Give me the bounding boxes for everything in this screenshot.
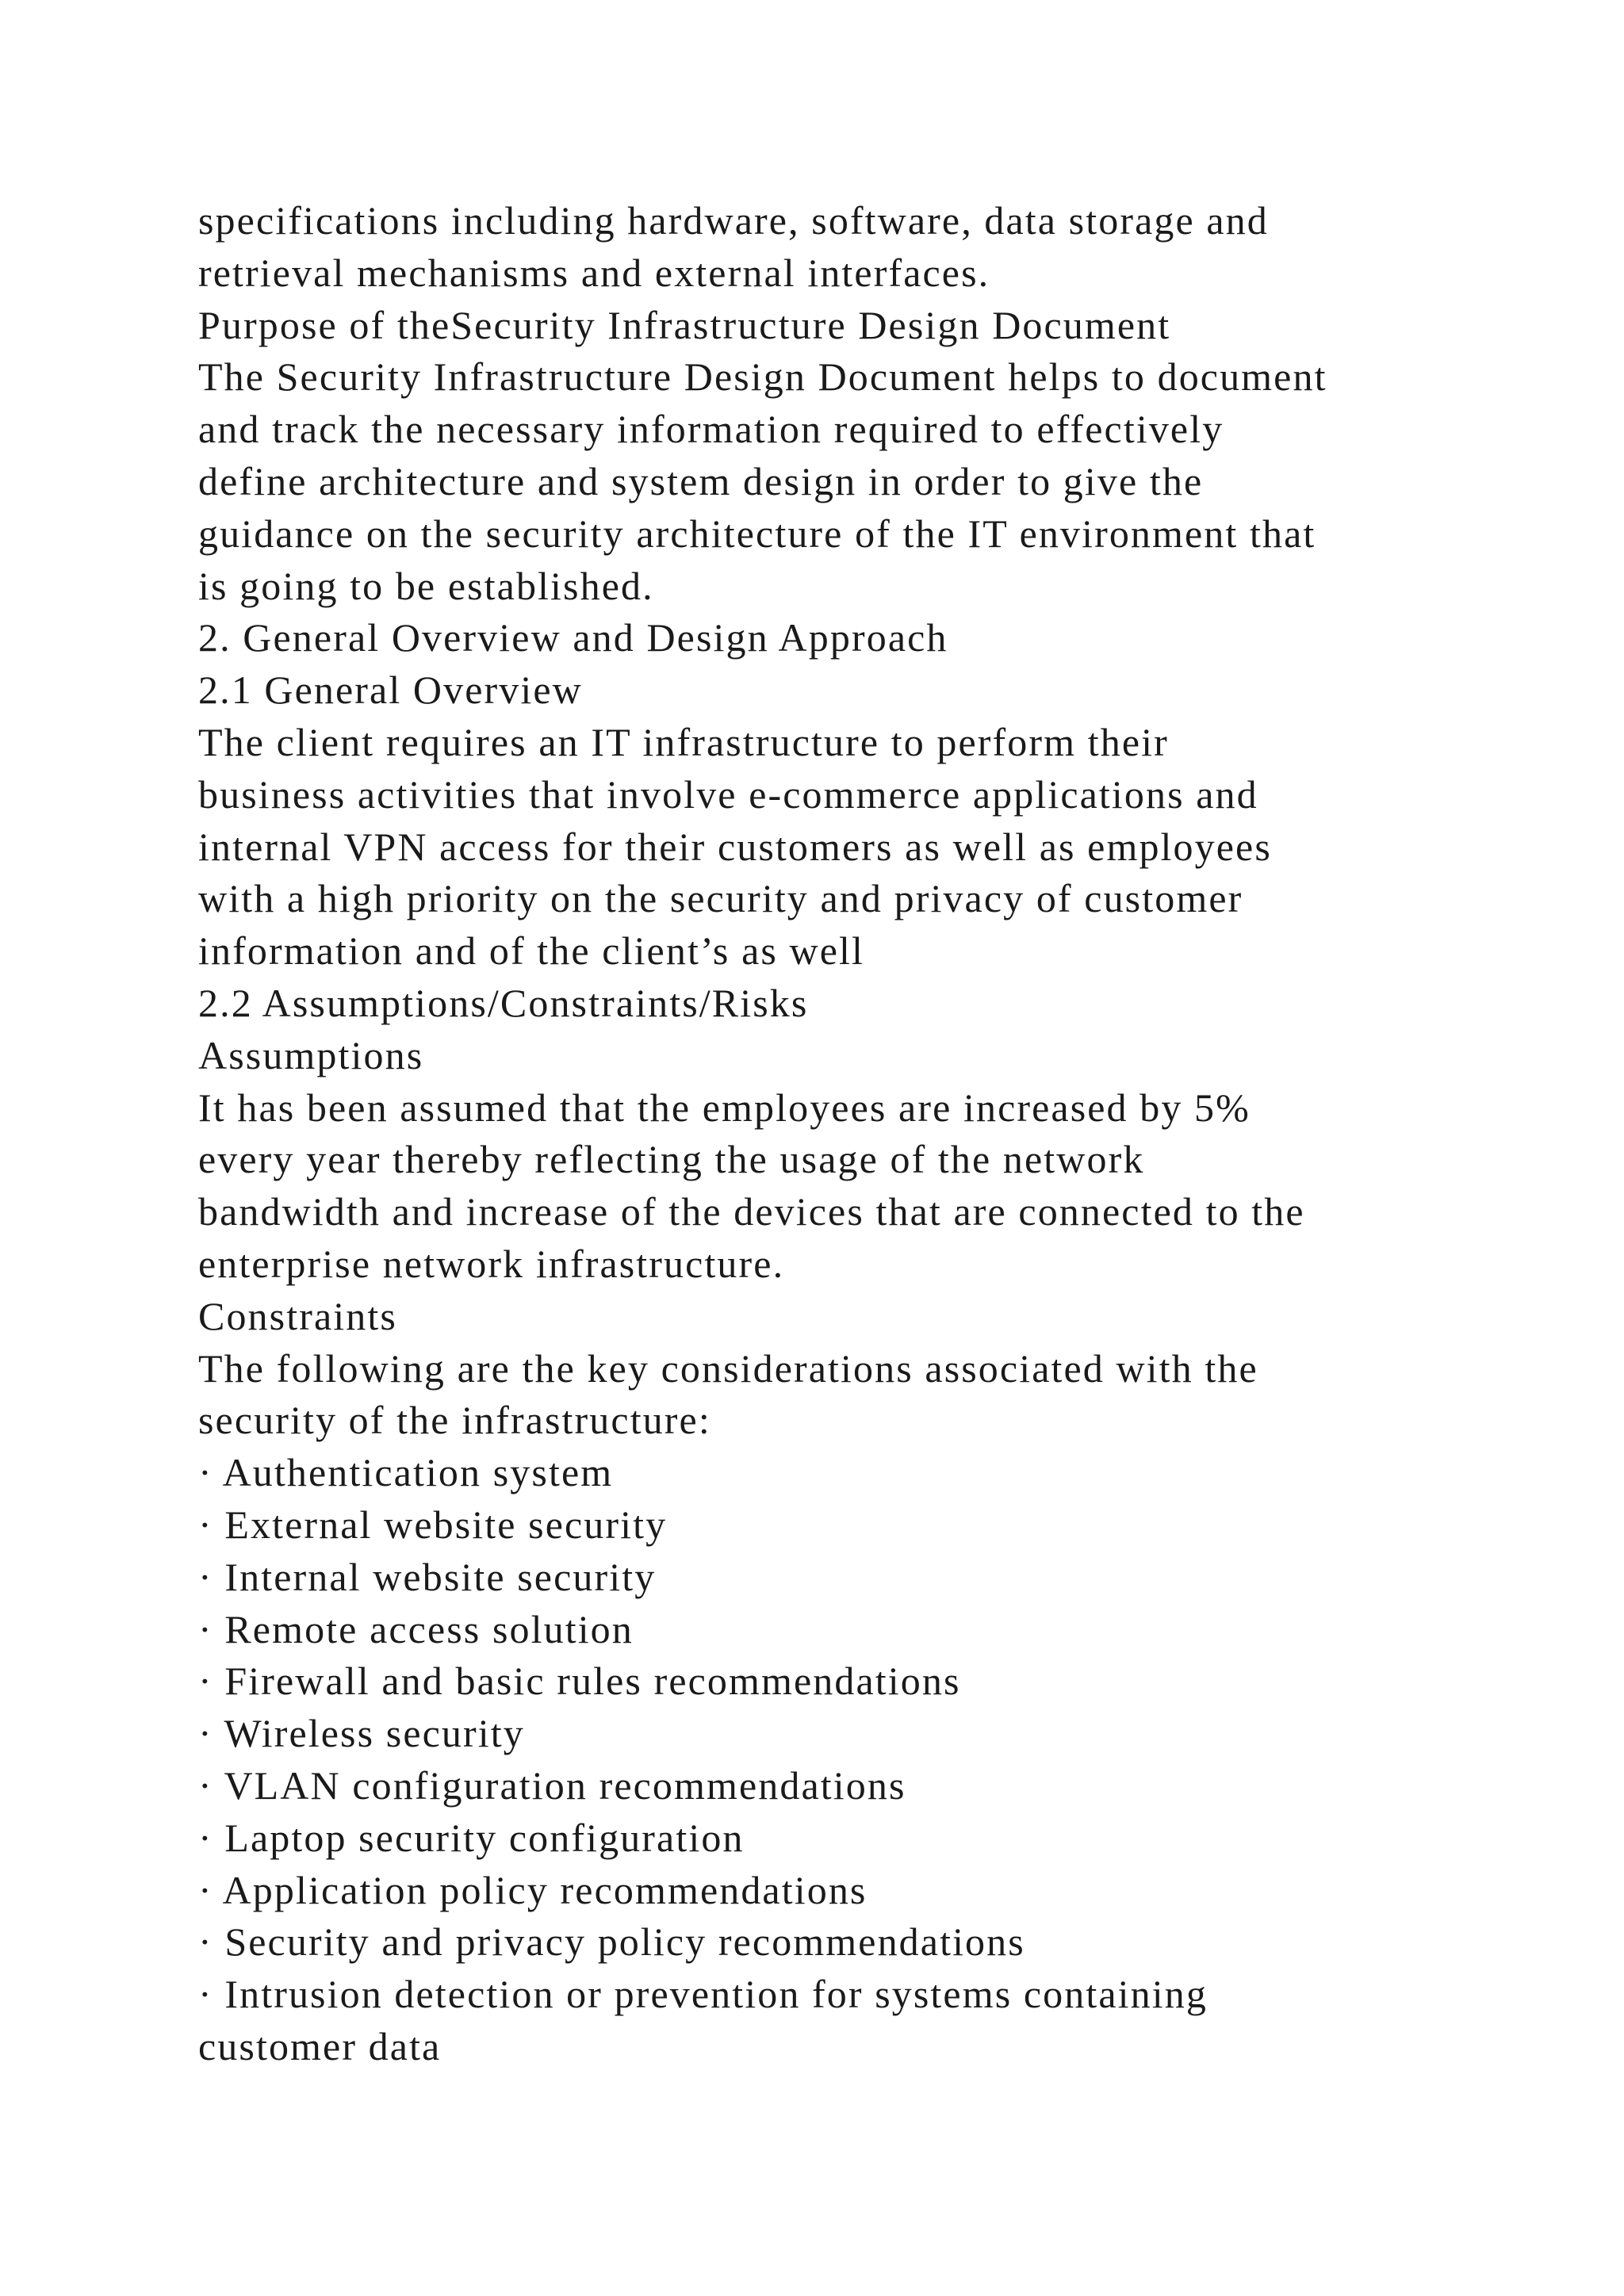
bullet-item: · Internal website security	[198, 1554, 657, 1599]
body-line: every year thereby reflecting the usage of the network	[198, 1137, 1145, 1182]
body-line: guidance on the security architecture of the IT environment that	[198, 511, 1316, 556]
bullet-item-continuation: customer data	[198, 2023, 442, 2068]
body-line: bandwidth and increase of the devices that are connected to the	[198, 1189, 1305, 1234]
body-line: and track the necessary information required to effectively	[198, 407, 1224, 452]
body-line: information and of the client’s as well	[198, 928, 865, 974]
body-line: enterprise network infrastructure.	[198, 1241, 785, 1286]
body-line: The Security Infrastructure Design Document helps to document	[198, 354, 1327, 400]
body-line: business activities that involve e-commerce applications and	[198, 771, 1258, 817]
document-body	[198, 195, 1546, 2073]
bullet-item: · External website security	[198, 1502, 668, 1547]
body-line: with a high priority on the security and privacy of customer	[198, 876, 1243, 921]
bullet-item: · Remote access solution	[198, 1606, 634, 1651]
bullet-item: · Intrusion detection or prevention for systems containing	[198, 1972, 1208, 2017]
subsection-label: Assumptions	[198, 1032, 424, 1077]
body-line: specifications including hardware, software, data storage and	[198, 198, 1269, 243]
bullet-item: · Wireless security	[198, 1711, 525, 1756]
section-heading: Purpose of theSecurity Infrastructure Design Document	[198, 302, 1171, 347]
body-line: is going to be established.	[198, 563, 654, 608]
section-heading: 2. General Overview and Design Approach	[198, 615, 948, 660]
bullet-item: · Security and privacy policy recommendations	[198, 1919, 1025, 1965]
subsection-heading: 2.1 General Overview	[198, 668, 583, 713]
body-line: internal VPN access for their customers as well as employees	[198, 824, 1272, 869]
body-line: define architecture and system design in order to give the	[198, 458, 1204, 503]
bullet-item: · Application policy recommendations	[198, 1867, 868, 1912]
bullet-item: · VLAN configuration recommendations	[198, 1762, 906, 1808]
body-line: retrieval mechanisms and external interfaces.	[198, 250, 990, 295]
subsection-label: Constraints	[198, 1293, 397, 1338]
bullet-item: · Firewall and basic rules recommendations	[198, 1659, 961, 1704]
bullet-item: · Authentication system	[198, 1450, 614, 1495]
body-line: The following are the key considerations associated with the	[198, 1345, 1258, 1391]
body-line: It has been assumed that the employees are increased by 5%	[198, 1085, 1251, 1130]
subsection-heading: 2.2 Assumptions/Constraints/Risks	[198, 980, 809, 1025]
body-line: security of the infrastructure:	[198, 1398, 711, 1443]
body-line: The client requires an IT infrastructure to perform their	[198, 719, 1169, 764]
bullet-item: · Laptop security configuration	[198, 1815, 745, 1860]
